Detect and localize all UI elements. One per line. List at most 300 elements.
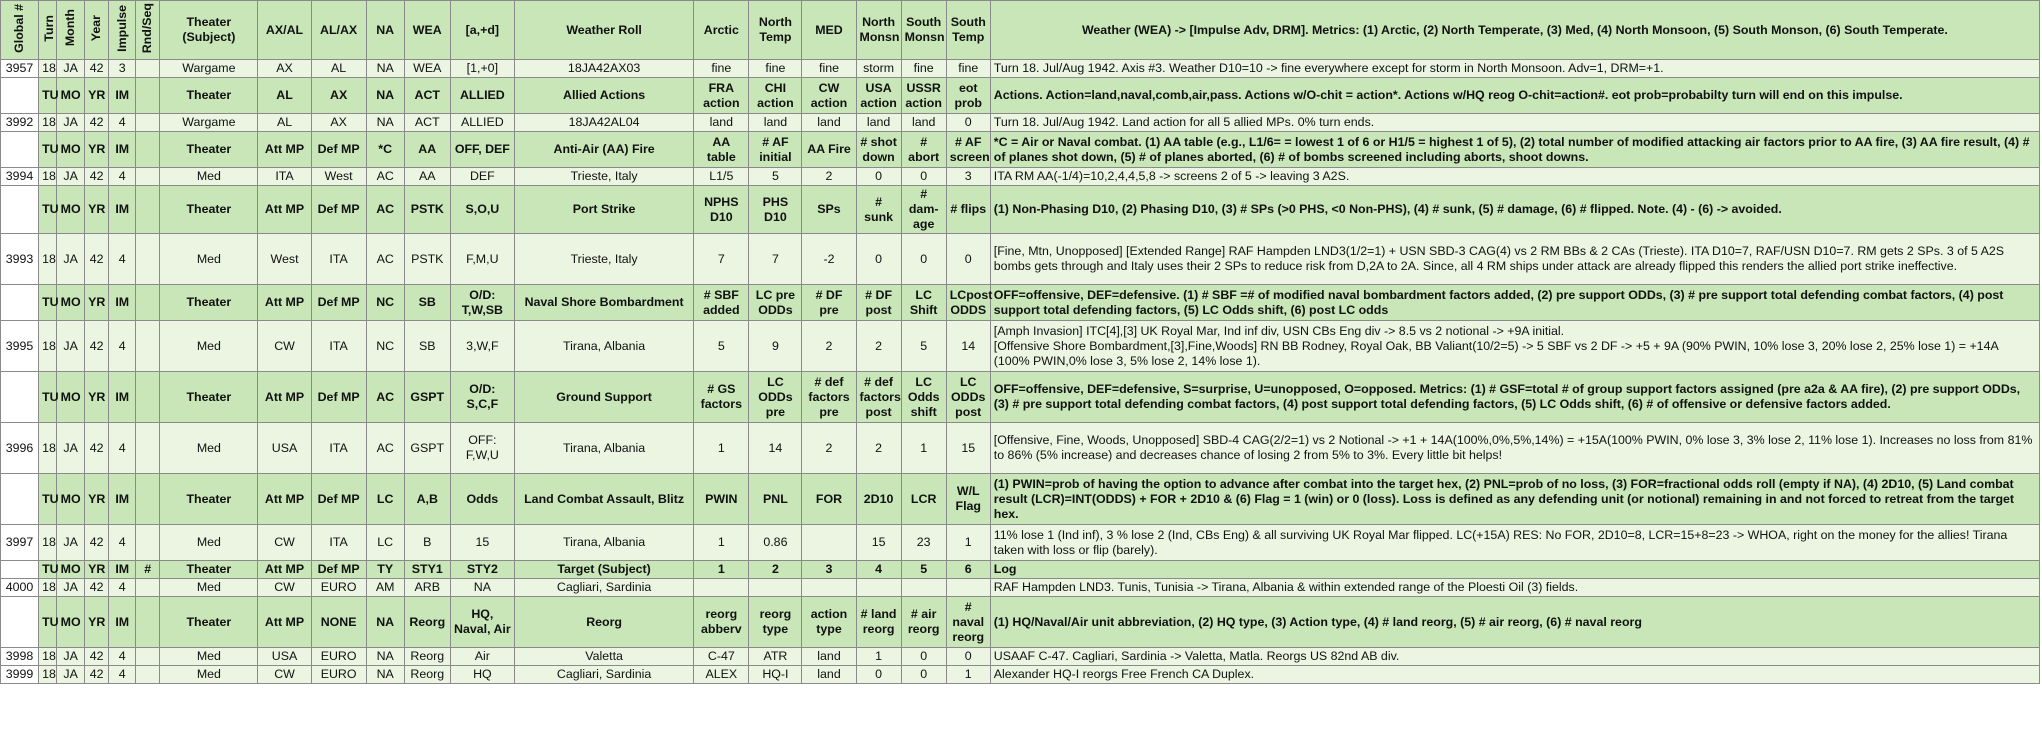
table-cell <box>856 579 901 597</box>
table-cell: Valetta <box>514 648 693 666</box>
section-header-cell: LC <box>366 474 404 525</box>
section-header-cell: Theater <box>160 597 258 648</box>
log-note-cell: 11% lose 1 (Ind inf), 3 % lose 2 (Ind, CBs Eng) & all surviving UK Royal Mar flipped. LC(+15A) RES: No FOR, 2D10=8, LCR=15+8=23 -> WHOA, right on the money for the allies! Tirana taken with loss or flip (barely). <box>990 525 2039 561</box>
table-cell: 4 <box>109 321 136 372</box>
table-cell: 18 <box>39 60 57 78</box>
table-cell: land <box>694 114 749 132</box>
section-header-cell: Def MP <box>311 132 366 168</box>
table-cell: ITA <box>311 321 366 372</box>
column-header[interactable]: AX/AL <box>258 1 311 60</box>
section-header-cell: 2D10 <box>856 474 901 525</box>
section-header-cell <box>136 597 160 648</box>
table-cell: 14 <box>749 423 802 474</box>
table-cell: 4 <box>109 168 136 186</box>
table-cell: 0 <box>901 666 946 684</box>
section-header-row[interactable] <box>1 186 2040 234</box>
table-cell: land <box>802 648 856 666</box>
column-header[interactable]: Arctic <box>694 1 749 60</box>
table-cell: Air <box>450 648 514 666</box>
section-header-cell <box>136 285 160 321</box>
section-header-cell: MO <box>57 474 85 525</box>
table-cell: CW <box>258 579 311 597</box>
global-id-cell <box>1 285 39 321</box>
table-cell: Reorg <box>404 648 450 666</box>
table-cell: Tirana, Albania <box>514 525 693 561</box>
table-cell: 14 <box>946 321 990 372</box>
section-header-cell: ACT <box>404 78 450 114</box>
table-cell: storm <box>856 60 901 78</box>
table-cell: 18JA42AL04 <box>514 114 693 132</box>
table-cell: NA <box>366 60 404 78</box>
table-cell: Trieste, Italy <box>514 234 693 285</box>
section-header-cell: NC <box>366 285 404 321</box>
table-cell: EURO <box>311 666 366 684</box>
column-header-label: Year <box>89 14 104 42</box>
section-header-cell: Att MP <box>258 561 311 579</box>
column-header[interactable]: Weather Roll <box>514 1 693 60</box>
section-header-cell: Target (Subject) <box>514 561 693 579</box>
section-header-cell: # AF initial <box>749 132 802 168</box>
section-header-cell: IM <box>109 474 136 525</box>
section-header-row[interactable] <box>1 372 2040 423</box>
table-cell: CW <box>258 666 311 684</box>
table-cell: 7 <box>694 234 749 285</box>
section-header-cell: O/D: S,C,F <box>450 372 514 423</box>
table-cell: 4 <box>109 423 136 474</box>
table-row[interactable] <box>1 60 2040 78</box>
table-row[interactable] <box>1 114 2040 132</box>
table-cell: ALLIED <box>450 114 514 132</box>
table-cell: 5 <box>749 168 802 186</box>
global-id-cell <box>1 597 39 648</box>
section-header-cell: MO <box>57 132 85 168</box>
section-header-cell: SB <box>404 285 450 321</box>
log-note-cell: Alexander HQ-I reorgs Free French CA Duplex. <box>990 666 2039 684</box>
table-cell: 18 <box>39 234 57 285</box>
section-header-cell <box>136 132 160 168</box>
table-cell: JA <box>57 666 85 684</box>
section-header-cell: YR <box>85 561 109 579</box>
section-header-cell: # def factors pre <box>802 372 856 423</box>
section-header-cell: *C <box>366 132 404 168</box>
metrics-description: OFF=offensive, DEF=defensive. (1) # SBF =# of modified naval bombardment factors added, (2) pre support ODDs, (3) # pre support total defending combat factors, (4) post support total defending factors, (5) LC Odds shift, (6) post LC odds <box>990 285 2039 321</box>
log-note-cell: USAAF C-47. Cagliari, Sardinia -> Valetta, Matla. Reorgs US 82nd AB div. <box>990 648 2039 666</box>
table-row[interactable] <box>1 525 2040 561</box>
section-header-cell: Theater <box>160 474 258 525</box>
table-row[interactable] <box>1 168 2040 186</box>
section-header-cell: Theater <box>160 78 258 114</box>
table-row[interactable] <box>1 666 2040 684</box>
section-header-cell: Reorg <box>514 597 693 648</box>
section-header-cell: Theater <box>160 372 258 423</box>
table-cell: JA <box>57 168 85 186</box>
table-cell: F,M,U <box>450 234 514 285</box>
section-header-row[interactable] <box>1 78 2040 114</box>
column-header[interactable]: North Monsn <box>856 1 901 60</box>
section-header-cell: IM <box>109 132 136 168</box>
column-header[interactable]: North Temp <box>749 1 802 60</box>
section-header-cell: Allied Actions <box>514 78 693 114</box>
section-header-cell: 6 <box>946 561 990 579</box>
section-header-cell: IM <box>109 186 136 234</box>
section-header-cell: MO <box>57 561 85 579</box>
table-cell <box>136 648 160 666</box>
section-header-cell: Naval Shore Bombardment <box>514 285 693 321</box>
table-cell: HQ-I <box>749 666 802 684</box>
column-header-row <box>1 1 2040 60</box>
section-header-cell: FRA action <box>694 78 749 114</box>
section-header-cell: # abort <box>901 132 946 168</box>
column-header[interactable] <box>1 1 39 60</box>
section-header-cell: NONE <box>311 597 366 648</box>
table-cell: AC <box>366 423 404 474</box>
section-header-cell: NA <box>366 78 404 114</box>
column-header[interactable] <box>57 1 85 60</box>
section-header-cell: YR <box>85 78 109 114</box>
table-cell: AA <box>404 168 450 186</box>
table-cell: 0 <box>946 114 990 132</box>
section-header-cell: PWIN <box>694 474 749 525</box>
table-cell: Trieste, Italy <box>514 168 693 186</box>
section-header-cell: Port Strike <box>514 186 693 234</box>
table-cell: 0 <box>856 234 901 285</box>
table-cell: Med <box>160 321 258 372</box>
metrics-description: (1) HQ/Naval/Air unit abbreviation, (2) HQ type, (3) Action type, (4) # land reorg, (5) # air reorg, (6) # naval reorg <box>990 597 2039 648</box>
table-cell: 15 <box>856 525 901 561</box>
table-cell: 4 <box>109 648 136 666</box>
column-header[interactable]: Theater (Subject) <box>160 1 258 60</box>
section-header-cell: Att MP <box>258 132 311 168</box>
section-header-cell: # DF post <box>856 285 901 321</box>
table-cell: Cagliari, Sardinia <box>514 579 693 597</box>
section-header-cell: # <box>136 561 160 579</box>
table-cell: Med <box>160 234 258 285</box>
column-header[interactable]: AL/AX <box>311 1 366 60</box>
section-header-row[interactable] <box>1 132 2040 168</box>
section-header-cell: IM <box>109 78 136 114</box>
global-id-cell: 3994 <box>1 168 39 186</box>
table-cell <box>136 234 160 285</box>
section-header-cell: Def MP <box>311 561 366 579</box>
section-header-cell: AA Fire <box>802 132 856 168</box>
section-header-cell: Land Combat Assault, Blitz <box>514 474 693 525</box>
section-header-row[interactable] <box>1 597 2040 648</box>
section-header-cell <box>136 78 160 114</box>
global-id-cell: 3997 <box>1 525 39 561</box>
log-note-cell: Turn 18. Jul/Aug 1942. Axis #3. Weather D10=10 -> fine everywhere except for storm in North Monsoon. Adv=1, DRM=+1. <box>990 60 2039 78</box>
section-header-cell: # dam-age <box>901 186 946 234</box>
table-cell: C-47 <box>694 648 749 666</box>
section-header-cell: LC ODDs pre <box>749 372 802 423</box>
section-header-cell: Ground Support <box>514 372 693 423</box>
table-cell: 4 <box>109 525 136 561</box>
table-cell: 3,W,F <box>450 321 514 372</box>
table-cell: USA <box>258 648 311 666</box>
metrics-description: OFF=offensive, DEF=defensive, S=surprise, U=unopposed, O=opposed. Metrics: (1) # GSF=total # of group support factors assigned (pre a2a & AA fire), (2) pre support ODDs, (3) # pre support total defending combat factors, (4) post support total defending factors, (5) LC Odds shift, (6) # of offensive or defensive factors added. <box>990 372 2039 423</box>
table-cell: fine <box>749 60 802 78</box>
section-header-cell: USSR action <box>901 78 946 114</box>
table-cell: NA <box>450 579 514 597</box>
global-id-cell <box>1 372 39 423</box>
table-cell: DEF <box>450 168 514 186</box>
section-header-cell: STY1 <box>404 561 450 579</box>
table-row[interactable] <box>1 579 2040 597</box>
table-cell: Med <box>160 579 258 597</box>
column-header[interactable] <box>39 1 57 60</box>
log-note-cell: Turn 18. Jul/Aug 1942. Land action for all 5 allied MPs. 0% turn ends. <box>990 114 2039 132</box>
table-cell: LC <box>366 525 404 561</box>
section-header-cell: # land reorg <box>856 597 901 648</box>
table-cell: AX <box>258 60 311 78</box>
section-header-cell: ALLIED <box>450 78 514 114</box>
table-cell: 18 <box>39 321 57 372</box>
table-cell: PSTK <box>404 234 450 285</box>
table-cell: JA <box>57 60 85 78</box>
table-cell: fine <box>802 60 856 78</box>
table-cell: Wargame <box>160 60 258 78</box>
section-header-cell: AL <box>258 78 311 114</box>
section-header-cell: USA action <box>856 78 901 114</box>
section-header-cell: # AF screen <box>946 132 990 168</box>
section-header-row[interactable] <box>1 474 2040 525</box>
table-cell: JA <box>57 234 85 285</box>
section-header-cell: Def MP <box>311 474 366 525</box>
table-body <box>1 60 2040 684</box>
section-header-cell: # DF pre <box>802 285 856 321</box>
section-header-cell <box>136 186 160 234</box>
section-header-cell: # SBF added <box>694 285 749 321</box>
table-cell: ALEX <box>694 666 749 684</box>
section-header-cell <box>136 372 160 423</box>
section-header-cell: # def factors post <box>856 372 901 423</box>
section-header-cell: reorg abberv <box>694 597 749 648</box>
section-header-cell <box>136 474 160 525</box>
section-header-cell: IM <box>109 372 136 423</box>
section-header-cell: PSTK <box>404 186 450 234</box>
section-header-cell: W/L Flag <box>946 474 990 525</box>
table-cell: 4 <box>109 114 136 132</box>
table-cell: 18 <box>39 114 57 132</box>
section-header-cell: NA <box>366 597 404 648</box>
table-cell: 0 <box>946 648 990 666</box>
table-cell: AL <box>258 114 311 132</box>
column-header[interactable] <box>85 1 109 60</box>
table-cell <box>136 60 160 78</box>
table-cell: 42 <box>85 525 109 561</box>
table-cell: land <box>856 114 901 132</box>
column-header[interactable]: NA <box>366 1 404 60</box>
section-header-cell: 2 <box>749 561 802 579</box>
table-cell: 5 <box>901 321 946 372</box>
section-header-cell: AA <box>404 132 450 168</box>
column-header[interactable]: [a,+d] <box>450 1 514 60</box>
table-cell: 42 <box>85 423 109 474</box>
section-header-cell: MO <box>57 186 85 234</box>
table-cell: 3 <box>109 60 136 78</box>
table-cell: West <box>311 168 366 186</box>
column-header-label: Impulse <box>114 4 129 52</box>
table-cell: EURO <box>311 579 366 597</box>
table-cell: GSPT <box>404 423 450 474</box>
section-header-cell: # sunk <box>856 186 901 234</box>
global-id-cell: 3957 <box>1 60 39 78</box>
section-header-cell: A,B <box>404 474 450 525</box>
table-cell <box>136 114 160 132</box>
table-cell: NA <box>366 648 404 666</box>
section-header-row[interactable] <box>1 285 2040 321</box>
column-header[interactable]: South Monsn <box>901 1 946 60</box>
section-header-cell: Att MP <box>258 372 311 423</box>
global-id-cell: 3998 <box>1 648 39 666</box>
section-header-cell: MO <box>57 78 85 114</box>
section-header-cell: action type <box>802 597 856 648</box>
section-header-cell: LC ODDs post <box>946 372 990 423</box>
log-note-cell: [Offensive, Fine, Woods, Unopposed] SBD-4 CAG(2/2=1) vs 2 Notional -> +1 + 14A(100%,0%,5%,14%) = +15A(100% PWIN, 0% lose 3, 3% lose 2, 11% lose 1). Increases no loss from 81% to 86% (5% increase) and decreases chance of losing 2 from 5% to 3%. Every little bit helps! <box>990 423 2039 474</box>
section-header-cell: Theater <box>160 561 258 579</box>
section-header-cell: MO <box>57 597 85 648</box>
table-cell <box>946 579 990 597</box>
section-header-cell: Att MP <box>258 285 311 321</box>
section-header-cell: Def MP <box>311 285 366 321</box>
table-cell: 2 <box>802 423 856 474</box>
column-header[interactable]: Weather (WEA) -> [Impulse Adv, DRM]. Metrics: (1) Arctic, (2) North Temperate, (3) Med, (4) North Monsoon, (5) South Monson, (6) South Temperate. <box>990 1 2039 60</box>
table-cell: SB <box>404 321 450 372</box>
section-header-cell: # shot down <box>856 132 901 168</box>
table-cell: ATR <box>749 648 802 666</box>
table-cell: 4 <box>109 666 136 684</box>
column-header[interactable]: South Temp <box>946 1 990 60</box>
section-header-cell: AC <box>366 186 404 234</box>
table-cell <box>136 666 160 684</box>
section-header-cell: TU <box>39 474 57 525</box>
section-header-cell: O/D: T,W,SB <box>450 285 514 321</box>
section-header-cell: 3 <box>802 561 856 579</box>
table-cell: AX <box>311 114 366 132</box>
metrics-description: Actions. Action=land,naval,comb,air,pass. Actions w/O-chit = action*. Actions w/HQ reog O-chit=action#. eot prob=probabilty turn will end on this impulse. <box>990 78 2039 114</box>
column-header[interactable]: WEA <box>404 1 450 60</box>
column-header-label: Turn <box>42 14 57 42</box>
global-id-cell <box>1 132 39 168</box>
table-cell: JA <box>57 648 85 666</box>
section-header-cell: eot prob <box>946 78 990 114</box>
table-row[interactable] <box>1 423 2040 474</box>
section-header-cell: 5 <box>901 561 946 579</box>
table-cell: land <box>802 114 856 132</box>
section-header-cell: TU <box>39 597 57 648</box>
table-cell: AL <box>311 60 366 78</box>
log-note-cell: [Fine, Mtn, Unopposed] [Extended Range] RAF Hampden LND3(1/2=1) + USN SBD-3 CAG(4) vs 2 RM BBs & 2 CAs (Trieste). ITA D10=7, RAF/USN D10=7. RM gets 2 SPs. 3 of 5 A2S bombs gets through and Italy uses their 2 SPs to reduce risk from D,2A to 2A. Since, all 4 RM ships under attack are already flipped this renders the allied port strike ineffective. <box>990 234 2039 285</box>
table-cell: CW <box>258 525 311 561</box>
section-header-cell: IM <box>109 285 136 321</box>
table-cell: 15 <box>946 423 990 474</box>
table-cell <box>694 579 749 597</box>
section-header-cell: Theater <box>160 285 258 321</box>
table-cell: L1/5 <box>694 168 749 186</box>
table-row[interactable] <box>1 648 2040 666</box>
section-header-row[interactable] <box>1 561 2040 579</box>
log-note-cell: RAF Hampden LND3. Tunis, Tunisia -> Tirana, Albania & within extended range of the Ploesti Oil (3) fields. <box>990 579 2039 597</box>
table-row[interactable] <box>1 234 2040 285</box>
section-header-cell: AA table <box>694 132 749 168</box>
global-id-cell <box>1 561 39 579</box>
section-header-cell: GSPT <box>404 372 450 423</box>
section-header-cell: Odds <box>450 474 514 525</box>
section-header-cell: MO <box>57 285 85 321</box>
metrics-description: Log <box>990 561 2039 579</box>
table-cell: 18 <box>39 423 57 474</box>
table-cell: CW <box>258 321 311 372</box>
section-header-cell: TY <box>366 561 404 579</box>
table-cell: 42 <box>85 234 109 285</box>
section-header-cell: YR <box>85 372 109 423</box>
table-cell: Cagliari, Sardinia <box>514 666 693 684</box>
table-cell: 4 <box>109 579 136 597</box>
table-cell: Med <box>160 648 258 666</box>
section-header-cell: STY2 <box>450 561 514 579</box>
section-header-cell: Reorg <box>404 597 450 648</box>
section-header-cell: S,O,U <box>450 186 514 234</box>
table-cell: 18 <box>39 666 57 684</box>
section-header-cell: YR <box>85 132 109 168</box>
table-cell: 1 <box>694 423 749 474</box>
table-cell <box>136 321 160 372</box>
table-cell: JA <box>57 321 85 372</box>
section-header-cell: PNL <box>749 474 802 525</box>
table-cell: 7 <box>749 234 802 285</box>
table-row[interactable] <box>1 321 2040 372</box>
section-header-cell: YR <box>85 285 109 321</box>
column-header[interactable] <box>109 1 136 60</box>
section-header-cell: # naval reorg <box>946 597 990 648</box>
table-cell: fine <box>901 60 946 78</box>
table-cell: 42 <box>85 114 109 132</box>
table-cell: NA <box>366 666 404 684</box>
section-header-cell: AC <box>366 372 404 423</box>
section-header-cell: PHS D10 <box>749 186 802 234</box>
table-cell: 18 <box>39 168 57 186</box>
section-header-cell: Def MP <box>311 372 366 423</box>
section-header-cell: 4 <box>856 561 901 579</box>
table-cell <box>136 579 160 597</box>
log-note-cell: [Amph Invasion] ITC[4],[3] UK Royal Mar, Ind inf div, USN CBs Eng div -> 8.5 vs 2 notional -> +9A initial. [Offensive Shore Bombardment,[3],Fine,Woods] RN BB Rodney, Royal Oak, BB Valiant(10/2=5) -> 5 SBF vs 2 DF -> +5 + 9A (90% PWIN, 10% lose 3, 20% lose 2, 25% lose 1) = +14A (100% PWIN,0% lose 3, 5% lose 2, 14% lose 1). <box>990 321 2039 372</box>
section-header-cell: Att MP <box>258 186 311 234</box>
table-cell <box>901 579 946 597</box>
column-header[interactable]: MED <box>802 1 856 60</box>
table-cell: HQ <box>450 666 514 684</box>
table-cell: Med <box>160 168 258 186</box>
table-cell: 1 <box>946 666 990 684</box>
table-cell: ITA <box>311 423 366 474</box>
column-header[interactable] <box>136 1 160 60</box>
table-cell: 42 <box>85 579 109 597</box>
table-cell <box>749 579 802 597</box>
table-cell: 42 <box>85 648 109 666</box>
column-header-label: Month <box>63 9 78 47</box>
section-header-cell: Theater <box>160 132 258 168</box>
table-cell: West <box>258 234 311 285</box>
table-cell: Med <box>160 525 258 561</box>
section-header-cell: CW action <box>802 78 856 114</box>
table-cell: ITA <box>311 234 366 285</box>
section-header-cell: YR <box>85 597 109 648</box>
table-cell <box>802 579 856 597</box>
table-cell <box>136 525 160 561</box>
table-cell: Wargame <box>160 114 258 132</box>
global-id-cell: 3995 <box>1 321 39 372</box>
table-cell: 1 <box>946 525 990 561</box>
table-cell: 3 <box>946 168 990 186</box>
table-cell: 2 <box>856 423 901 474</box>
